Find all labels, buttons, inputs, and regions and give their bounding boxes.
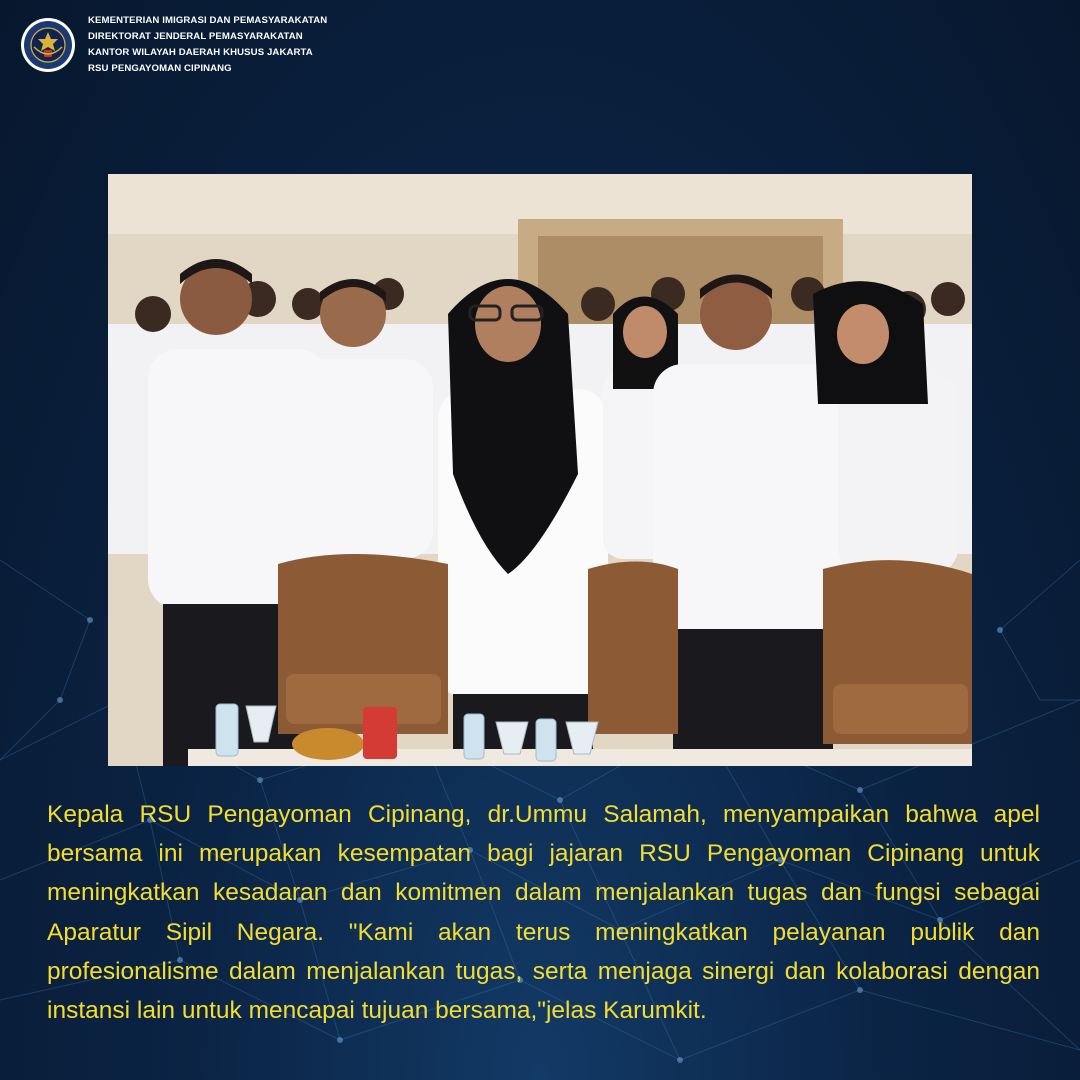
org-line-ministry: KEMENTERIAN IMIGRASI DAN PEMASYARAKATAN [88, 15, 328, 26]
org-line-regional-office: KANTOR WILAYAH DAERAH KHUSUS JAKARTA [88, 47, 313, 58]
caption-paragraph: Kepala RSU Pengayoman Cipinang, dr.Ummu Salamah, menyampaikan bahwa apel bersama ini merupakan kesempatan bagi jajaran RSU Pengayoman Cipinang untuk meningkatkan kesadaran dan komitmen dalam menjalankan tugas dan fungsi sebagai Aparatur Sipil Negara. "Kami akan terus meningkatkan pelayanan publik dan profesionalisme dalam menjalankan tugas, serta menjaga sinergi dan kolaborasi dengan instansi lain untuk mencapai tujuan bersama,"jelas Karumkit. [47, 801, 1040, 1025]
organization-name [88, 14, 327, 75]
group-photo-image [108, 174, 972, 766]
org-line-hospital: RSU PENGAYOMAN CIPINANG [88, 63, 232, 74]
org-line-directorate: DIREKTORAT JENDERAL PEMASYARAKATAN [88, 31, 303, 42]
header [20, 14, 327, 75]
ministry-emblem-icon [20, 17, 76, 73]
event-photo [108, 174, 972, 766]
